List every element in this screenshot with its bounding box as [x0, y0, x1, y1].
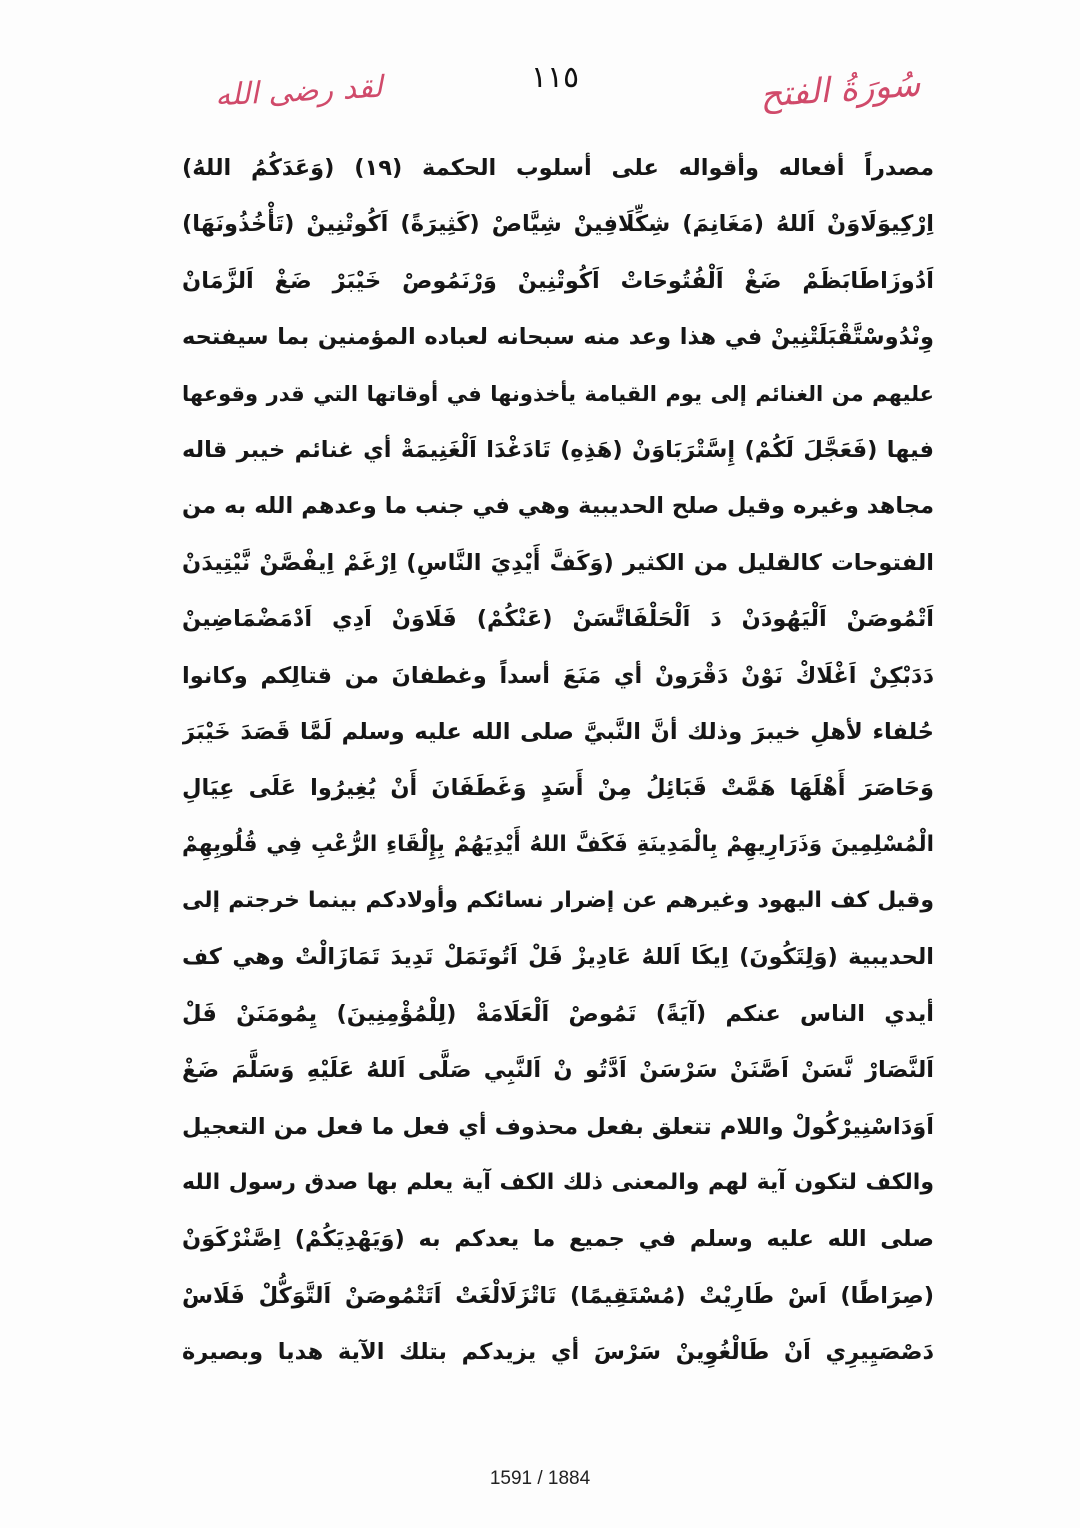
- text-line: اِرْكِيوَلَاوَنْ اَللهُ (مَغَانِمَ) شِكِّلَافِينْ شِيَّاصْ (كَثِيرَةً) اَكُوتْنِينْ (تَأْخُذُونَهَا): [182, 211, 934, 238]
- pagination-footer: 1591 / 1884: [489, 1468, 591, 1489]
- text-line: صلى الله عليه وسلم في جميع ما يعدكم به (وَيَهْدِيَكُمْ) اِصَّنْرْكَوَنْ: [182, 1226, 934, 1253]
- text-line: وَحَاصَرَ أَهْلَهَا هَمَّتْ قَبَائِلُ مِنْ أَسَدٍ وَغَطَفَانَ أَنْ يُغِيرُوا عَلَى عِيَالِ: [182, 775, 934, 802]
- text-line: الحديبية (وَلِتَكُونَ) اِيكَا اَللهُ عَادِيزْ فَلْ اَتُوتَمَلْ تَدِيدَ تَمَازَالْتْ وهي كف: [182, 944, 934, 971]
- text-line: والكف لتكون آية لهم والمعنى ذلك الكف آية يعلم بها صدق رسول الله: [182, 1170, 934, 1196]
- text-line: اَلنَّصَارْ نَّسَنْ اَصَّنَنْ سَرْسَنْ اَدَّتُو نْ اَلنَّبِي صَلَّى اَللهُ عَلَيْهِ وَسَلَّمَ ضَغْ: [182, 1057, 934, 1084]
- text-line: دَدَبْكِنْ اَغْلَاكْ نَوْنْ دَقْرَونْ أي مَنَعَ أسداً وغطفانَ من قتالِكم وكانوا: [182, 662, 934, 689]
- text-line: وقيل كف اليهود وغيرهم عن إضرار نسائكم وأولادكم بينما خرجتم إلى: [182, 888, 934, 914]
- page-number: ١١٥: [530, 60, 580, 95]
- text-line: مجاهد وغيره وقيل صلح الحديبية وهي في جنب ما وعدهم الله به من: [182, 493, 934, 520]
- handwritten-surah-note: سُورَةُ الفتح: [758, 64, 922, 116]
- text-line: (صِرَاطًا) اَسْ طَارِيْتْ (مُسْتَقِيمًا) تَاتْزَلَالْغَتْ اَتَتْمُوصَنْ اَلتَّوَكُّلْ فَلَاسْ: [182, 1282, 934, 1309]
- text-line: عليهم من الغنائم إلى يوم القيامة يأخذونها في أوقاتها التي قدر وقوعها: [182, 381, 934, 406]
- text-line: اَوَدَاسْنِيرْكُولْ واللام تتعلق بفعل محذوف أي فعل ما فعل من التعجيل: [182, 1113, 934, 1140]
- page-header: [0, 52, 1080, 132]
- body-text: [182, 140, 934, 1381]
- text-line: الفتوحات كالقليل من الكثير (وَكَفَّ أَيْدِيَ النَّاسِ) اِرْغَمْ اِيفْصَّنْ نَّيْتِيدَنْ: [182, 549, 934, 576]
- text-line: الْمُسْلِمِينَ وَذَرَارِيهِمْ بِالْمَدِينَةِ فَكَفَّ اللهُ أَيْدِيَهُمْ بِإِلْقَاءِ الرُّعْبِ فِي قُلُوبِهِمْ: [182, 831, 934, 857]
- text-line: اَدُوزَاطَابَظَمْ ضَغْ اَلْفُتُوحَاتْ اَكُوتْنِينْ وَرْنَمُوصْ خَيْبَرْ ضَغْ اَلزَّمَانْ: [182, 267, 934, 294]
- text-line: حُلفاء لأهلِ خيبرَ وذلك أنَّ النَّبيَّ صلى الله عليه وسلم لَمَّا قَصَدَ خَيْبَرَ: [182, 718, 934, 745]
- handwritten-verse-note: لقد رضى الله: [214, 69, 384, 114]
- text-line: دَصْصَيِيرِي اَنْ طَالْغُوِينْ سَرْسَ أي يزيدكم بتلك الآية هديا وبصيرة: [182, 1339, 934, 1366]
- text-line: مصدراً أفعاله وأقواله على أسلوب الحكمة (١٩) (وَعَدَكُمُ اللهُ): [182, 155, 934, 181]
- text-line: وِنْدُوسْتَّقْبَلَتْنِينْ في هذا وعد منه سبحانه لعباده المؤمنين بما سيفتحه: [182, 324, 934, 351]
- text-line: اَتْمُوصَنْ اَلْيَهُودَنْ دَ اَلْحَلْفَاتَّسَنْ (عَنْكُمْ) فَلَاوَنْ اَدِي اَدْمَضْمَاضِينْ: [182, 606, 934, 633]
- text-line: فيها (فَعَجَّلَ لَكُمْ) إِسَّتْرَبَاوَنْ (هَذِهِ) تَادَغْدَا اَلْغَنِيمَةْ أي غنائم خيبر قاله: [182, 436, 934, 463]
- text-line: أيدي الناس عنكم (آيَةً) تَمُوصْ اَلْعَلَامَةْ (لِلْمُؤْمِنِينَ) يِمُومَنَنْ فَلْ: [182, 1000, 934, 1027]
